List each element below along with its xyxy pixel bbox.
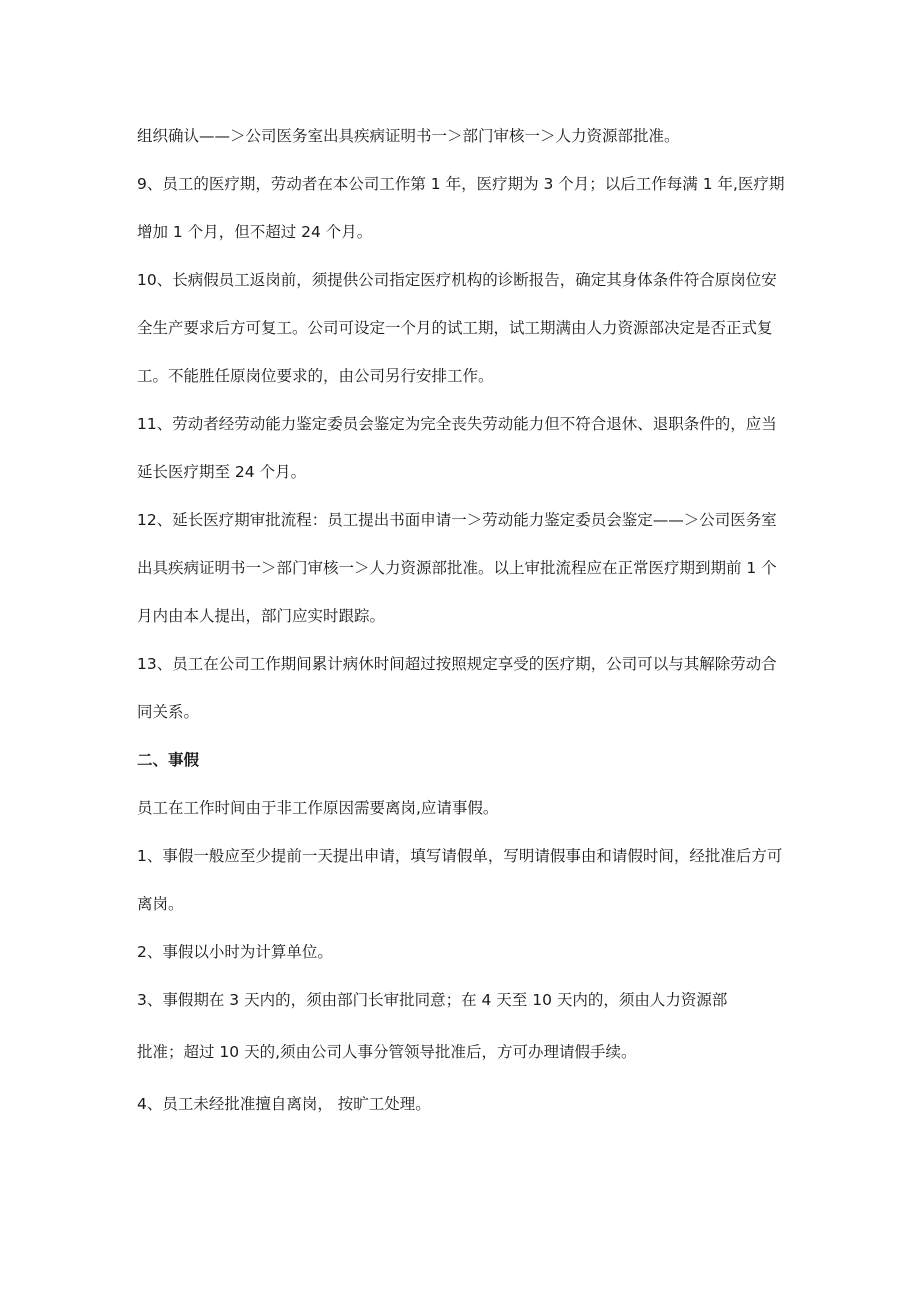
paragraph-line: 12、延长医疗期审批流程：员工提出书面申请一＞劳动能力鉴定委员会鉴定——＞公司医务室 [137, 511, 777, 529]
paragraph-line: 同关系。 [137, 703, 200, 721]
paragraph-line: 11、劳动者经劳动能力鉴定委员会鉴定为完全丧失劳动能力但不符合退休、退职条件的，应当 [137, 415, 777, 433]
paragraph-line: 1、事假一般应至少提前一天提出申请，填写请假单，写明请假事由和请假时间，经批准后方可 [137, 847, 783, 865]
paragraph-line: 10、长病假员工返岗前，须提供公司指定医疗机构的诊断报告，确定其身体条件符合原岗位安 [137, 271, 777, 289]
paragraph-line: 2、事假以小时为计算单位。 [137, 943, 333, 961]
paragraph-line: 离岗。 [137, 895, 184, 913]
paragraph-line: 工。不能胜任原岗位要求的，由公司另行安排工作。 [137, 367, 494, 385]
section-heading: 二、事假 [137, 751, 200, 769]
paragraph-line: 增加 1 个月，但不超过 24 个月。 [137, 223, 373, 241]
paragraph-line: 批准；超过 10 天的,须由公司人事分管领导批准后，方可办理请假手续。 [137, 1043, 637, 1061]
paragraph-line: 组织确认——＞公司医务室出具疾病证明书一＞部门审核一＞人力资源部批准。 [137, 127, 680, 145]
paragraph-line: 员工在工作时间由于非工作原因需要离岗,应请事假。 [137, 799, 499, 817]
paragraph-line: 延长医疗期至 24 个月。 [137, 463, 307, 481]
paragraph-line: 3、事假期在 3 天内的，须由部门长审批同意；在 4 天至 10 天内的，须由人力资源部 [137, 991, 728, 1009]
paragraph-line: 13、员工在公司工作期间累计病休时间超过按照规定享受的医疗期，公司可以与其解除劳动合 [137, 655, 777, 673]
paragraph-line: 4、员工未经批准擅自离岗， 按旷工处理。 [137, 1095, 431, 1113]
paragraph-line: 出具疾病证明书一＞部门审核一＞人力资源部批准。以上审批流程应在正常医疗期到期前 1 个 [137, 559, 777, 577]
paragraph-line: 9、员工的医疗期，劳动者在本公司工作第 1 年，医疗期为 3 个月；以后工作每满 1 年,医疗期 [137, 175, 785, 193]
paragraph-line: 月内由本人提出，部门应实时跟踪。 [137, 607, 386, 625]
paragraph-line: 全生产要求后方可复工。公司可设定一个月的试工期，试工期满由人力资源部决定是否正式复 [137, 319, 773, 337]
